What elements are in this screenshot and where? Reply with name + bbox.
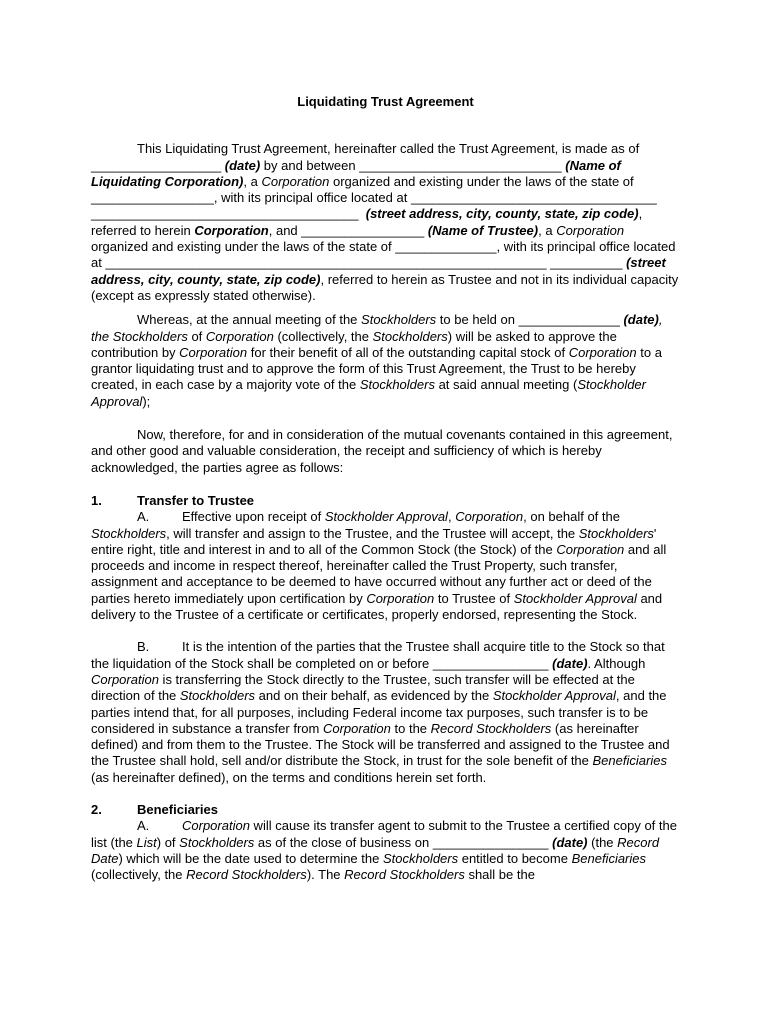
whereas-text: to a grantor liquidating trust and to approve the form of this Trust Agreement, the Trust to be hereby created, in each case by a majority vote of the	[91, 344, 662, 393]
term-corporation: Corporation	[568, 344, 637, 360]
term-stockholder-approval: Stockholder Approval	[324, 509, 448, 525]
blank-line: _________________	[91, 190, 214, 206]
term-stockholder-approval: Stockholder Approval	[91, 377, 646, 409]
intro-text: , referred to herein as Trustee and not in its individual capacity (except as expressly stated otherwise).	[91, 271, 679, 303]
intro-text: , and	[268, 222, 302, 238]
corporation-name-placeholder: (Name of Liquidating Corporation)	[91, 157, 621, 189]
paragraph-text: (as hereinafter defined) and from them to the Trustee. The Stock will be transferred and assigned to the Trustee and the Trustee shall hold, sell and/or distribute the Stock, in trust for the sole benefit of the	[91, 720, 670, 769]
blank-line: __________	[550, 255, 623, 271]
term-corporation: Corporation	[366, 590, 435, 606]
whereas-text: (collectively, the	[273, 328, 373, 344]
paragraph-text: entitled to become	[458, 850, 572, 866]
blank-line: __________________________________	[410, 190, 657, 206]
blank-line: ______________	[518, 312, 620, 328]
section-number: 2.	[91, 801, 102, 817]
term-beneficiaries: Beneficiaries	[571, 850, 647, 866]
paragraph-text: , will transfer and assign to the Trustee, and the Trustee will accept, the	[166, 525, 579, 541]
blank-line: _________________	[301, 222, 425, 238]
paragraph-text: , and the parties intend that, for all purposes, including Federal income tax purposes, such transfer is to be considered in substance a transfer from	[91, 688, 667, 736]
term-corporation: Corporation	[179, 344, 248, 360]
blank-line: ________________	[432, 655, 549, 671]
whereas-text: );	[142, 393, 151, 409]
whereas-text: Whereas, at the annual meeting of the	[137, 312, 362, 328]
term-stockholders: Stockholders	[112, 328, 188, 344]
address-placeholder: (street address, city, county, state, zip code)	[91, 255, 666, 287]
term-corporation: Corporation	[455, 509, 524, 525]
term-stockholders: Stockholders	[179, 688, 256, 704]
whereas-text: for their benefit of all of the outstanding capital stock of	[247, 344, 569, 360]
term-stockholders: Stockholders	[91, 525, 167, 541]
section-1b-paragraph	[91, 639, 680, 786]
paragraph-text: as of the close of business on	[254, 834, 433, 850]
term-corporation: Corporation	[205, 328, 274, 344]
trustee-name-placeholder: (Name of Trustee)	[427, 222, 539, 238]
term-record-stockholders: Record Stockholders	[186, 867, 307, 883]
section-title: Transfer to Trustee	[137, 492, 255, 508]
whereas-text: , the	[91, 312, 663, 344]
paragraph-text: ). The	[306, 867, 345, 883]
paragraph-text: is transferring the Stock directly to the Trustee, such transfer will be effected at the direction of the	[91, 671, 635, 704]
blank-line: ______________	[395, 239, 497, 255]
term-stockholders: Stockholders	[361, 312, 437, 328]
paragraph-text: It is the intention of the parties that the Trustee shall acquire title to the Stock so that the liquidation of the Stock shall be completed on or before	[91, 639, 665, 671]
whereas-text: to be held on	[436, 312, 519, 328]
intro-text: , with its principal office located at	[213, 190, 411, 206]
date-placeholder: (date)	[552, 655, 588, 671]
intro-paragraph	[91, 141, 680, 304]
section-2a-paragraph	[91, 818, 680, 883]
paragraph-text: . Although	[587, 655, 646, 671]
date-placeholder: (date)	[623, 312, 659, 328]
paragraph-text: shall be the	[464, 867, 535, 883]
paragraph-text: , on behalf of the	[523, 509, 620, 525]
term-record-date: Record Date	[91, 834, 660, 866]
term-stockholders: Stockholders	[359, 377, 435, 393]
blank-line: ____________________________	[359, 157, 562, 173]
paragraph-text: will cause its transfer agent to submit to the Trustee a certified copy of the list (the	[91, 818, 677, 850]
section-title: Beneficiaries	[137, 801, 218, 817]
paragraph-text: and on their behalf, as evidenced by the	[255, 688, 493, 704]
intro-text: organized and existing under the laws of the state of	[329, 173, 634, 189]
term-record-stockholders: Record Stockholders	[430, 720, 552, 736]
blank-line: __________________	[91, 157, 222, 173]
subsection-letter: A.	[137, 818, 150, 834]
term-list: List	[136, 834, 157, 850]
subsection-letter: B.	[137, 639, 150, 655]
term-record-stockholders: Record Stockholders	[344, 867, 465, 883]
term-corporation: Corporation	[182, 818, 250, 834]
paragraph-text: Effective upon receipt of	[182, 509, 325, 525]
whereas-text: at said annual meeting (	[434, 377, 578, 393]
blank-line: _____________________________________	[91, 206, 359, 222]
term-stockholders: Stockholders	[578, 525, 654, 541]
term-stockholder-approval: Stockholder Approval	[513, 590, 637, 606]
term-corporation: Corporation	[556, 541, 625, 557]
paragraph-text: to Trustee of	[434, 590, 514, 606]
term-corporation: Corporation	[556, 222, 625, 238]
term-corporation: Corporation	[194, 222, 269, 238]
intro-text: , a	[538, 222, 557, 238]
intro-text: organized and existing under the laws of the state of	[91, 239, 396, 255]
paragraph-text: ' entire right, title and interest in and to all of the Common Stock (the Stock) of the	[91, 525, 657, 557]
paragraph-text: (as hereinafter defined), on the terms and conditions herein set forth.	[91, 769, 487, 785]
document-title: Liquidating Trust Agreement	[297, 94, 474, 109]
section-1a-paragraph	[91, 509, 680, 623]
term-corporation: Corporation	[261, 173, 330, 189]
section-2-heading	[91, 802, 680, 818]
whereas-text: of	[187, 328, 206, 344]
paragraph-text: (collectively, the	[91, 867, 187, 883]
section-number: 1.	[91, 492, 102, 508]
intro-text: by and between	[260, 157, 360, 173]
term-beneficiaries: Beneficiaries	[592, 753, 667, 769]
date-placeholder: (date)	[552, 834, 588, 850]
paragraph-text: and delivery to the Trustee of a certificate or certificates, properly endorsed, representing the Stock.	[91, 590, 663, 623]
intro-text: , referred to herein	[91, 206, 643, 238]
whereas-text: ) will be asked to approve the contribution by	[91, 328, 617, 360]
blank-line: ________________	[432, 834, 549, 850]
address-placeholder: (street address, city, county, state, zip code)	[365, 206, 639, 222]
term-corporation: Corporation	[322, 720, 391, 736]
term-corporation: Corporation	[91, 671, 159, 687]
paragraph-text: ,	[447, 509, 456, 525]
paragraph-text: ) of	[156, 834, 180, 850]
subsection-letter: A.	[137, 509, 150, 525]
term-stockholders: Stockholders	[382, 850, 459, 866]
intro-text: , a	[243, 173, 262, 189]
section-1-heading	[91, 493, 680, 509]
term-stockholder-approval: Stockholder Approval	[492, 688, 616, 704]
intro-text: , with its principal office located at	[91, 239, 676, 271]
whereas-paragraph	[91, 312, 680, 410]
blank-line: _____________________________________________________________	[105, 255, 547, 271]
date-placeholder: (date)	[224, 157, 261, 173]
term-stockholders: Stockholders	[179, 834, 255, 850]
paragraph-text: and all proceeds and income in respect thereof, hereinafter called the Trust Property, such transfer, assignment and acceptance to be deemed to have occurred without any further act or deed of the parties hereto immediately upon certification by	[91, 541, 667, 606]
intro-text: This Liquidating Trust Agreement, hereinafter called the Trust Agreement, is made as of	[137, 141, 640, 157]
term-stockholders: Stockholders	[372, 328, 448, 344]
paragraph-text: (the	[587, 834, 618, 850]
now-therefore-paragraph: Now, therefore, for and in consideration of the mutual covenants contained in this agreement, and other good and valuable consideration, the receipt and sufficiency of which is hereby acknowledged, the parties agree as follows:	[91, 427, 673, 475]
paragraph-text: to the	[390, 720, 431, 736]
paragraph-text: ) which will be the date used to determine the	[118, 850, 383, 866]
